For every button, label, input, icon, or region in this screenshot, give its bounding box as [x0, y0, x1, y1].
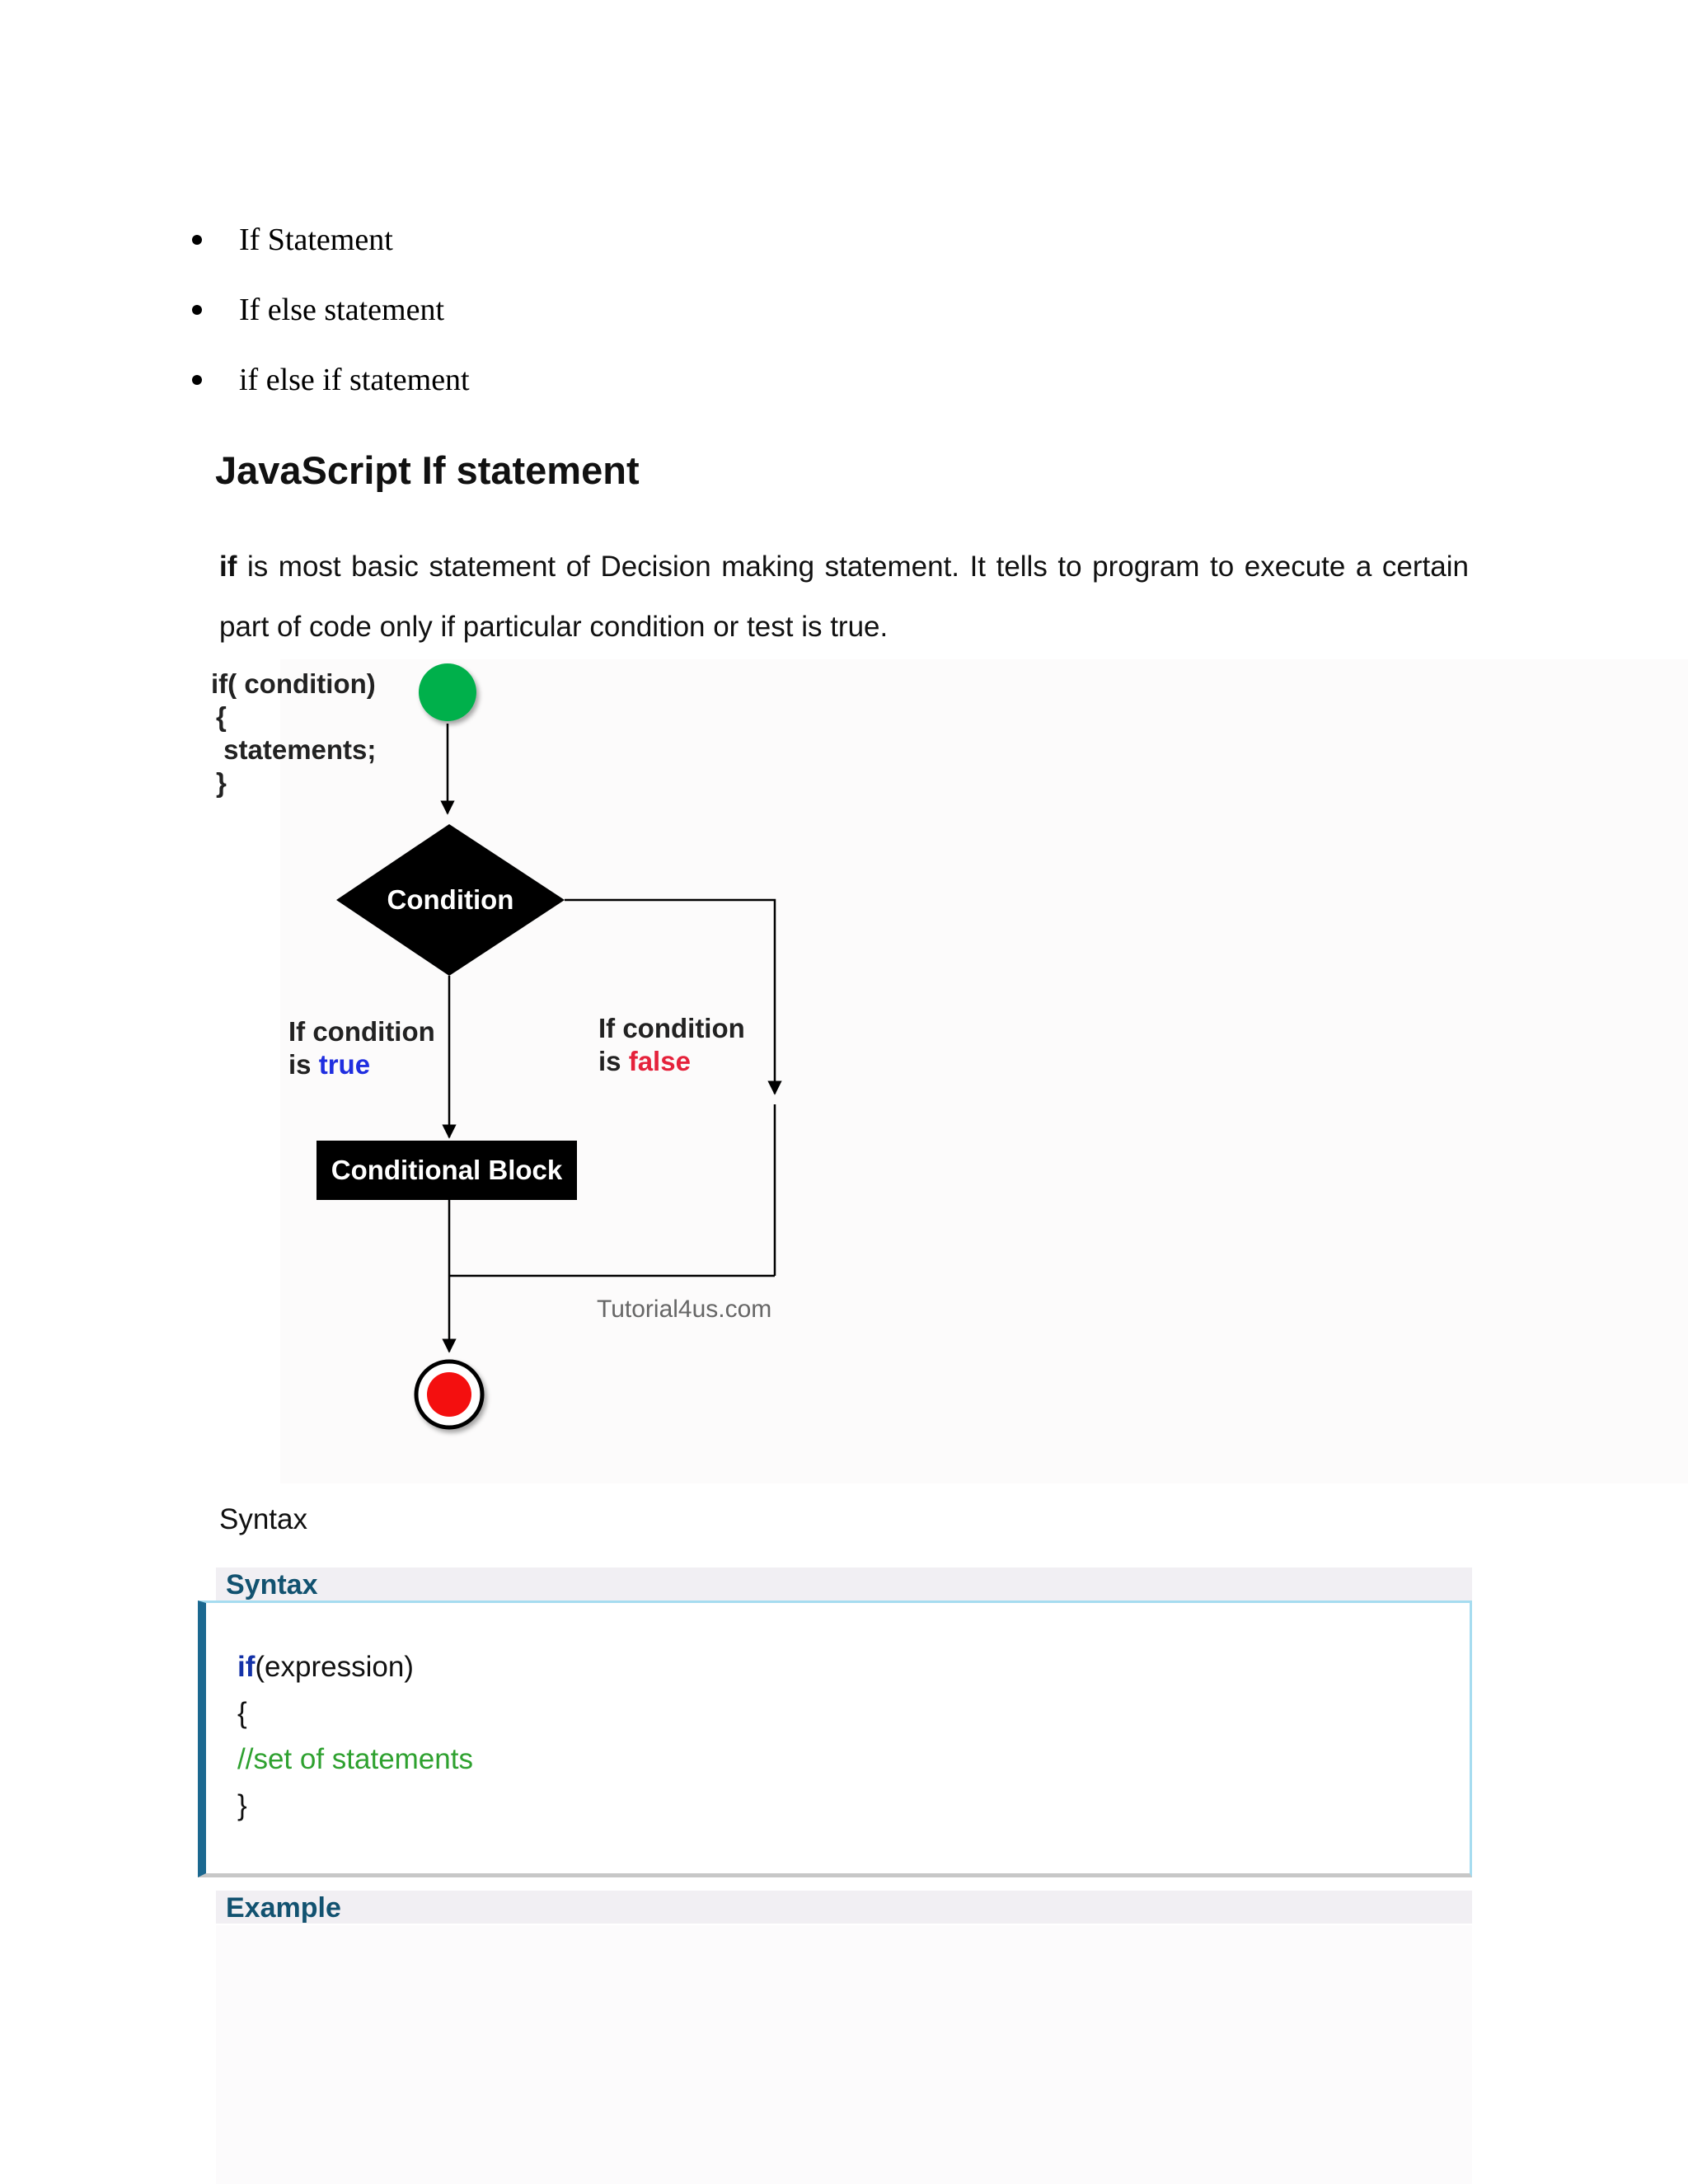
watermark: Tutorial4us.com — [597, 1296, 772, 1323]
false-is: is — [598, 1046, 629, 1076]
bullet-icon — [192, 375, 202, 385]
code-line: } — [237, 1789, 247, 1821]
true-branch-line1: If condition — [288, 1016, 435, 1047]
example-section — [216, 1925, 1472, 2184]
list-item-text: If Statement — [239, 223, 393, 257]
list-item-text: if else if statement — [239, 363, 470, 397]
true-branch-label — [288, 1015, 435, 1081]
list-item — [0, 218, 742, 268]
example-tab-title: Example — [226, 1892, 341, 1924]
intro-paragraph-line-2: part of code only if particular condition or test is true. — [219, 611, 889, 643]
true-value: true — [318, 1049, 371, 1080]
section-heading: JavaScript If statement — [215, 448, 640, 492]
list-item — [0, 288, 742, 338]
true-is: is — [288, 1049, 319, 1080]
syntax-caption: Syntax — [219, 1503, 307, 1535]
list-item-text: If else statement — [239, 293, 445, 327]
code-line — [237, 1649, 414, 1685]
false-value: false — [628, 1046, 691, 1076]
bullet-icon — [192, 305, 202, 315]
code-keyword: if — [237, 1651, 256, 1683]
false-branch-line2 — [598, 1045, 745, 1078]
conditional-block-label: Conditional Block — [331, 1155, 563, 1185]
condition-label: Condition — [387, 884, 514, 915]
code-note-line: { — [216, 701, 227, 732]
intro-paragraph-line-1 — [219, 547, 1469, 587]
code-line: { — [237, 1697, 247, 1729]
end-node — [427, 1372, 471, 1417]
code-note-line: if( condition) — [211, 668, 376, 699]
false-branch-line1: If condition — [598, 1013, 745, 1043]
start-node — [419, 663, 476, 721]
example-tab-bar — [216, 1891, 1472, 1924]
intro-text: is most basic statement of Decision making statement. It tells to program to execute a certain — [237, 551, 1469, 583]
code-note-line: statements; — [216, 734, 377, 765]
syntax-tab-title: Syntax — [226, 1569, 318, 1601]
syntax-tab-bar — [216, 1568, 1472, 1601]
code-comment: //set of statements — [237, 1743, 473, 1775]
if-keyword: if — [219, 551, 237, 583]
list-item — [0, 359, 742, 408]
false-branch-label — [598, 1012, 745, 1078]
code-note-line: } — [216, 767, 227, 798]
code-expression: (expression) — [255, 1651, 414, 1683]
true-branch-line2 — [288, 1048, 435, 1081]
if-flowchart — [198, 659, 824, 1451]
code-block — [198, 1601, 1472, 1877]
bullet-icon — [192, 235, 202, 245]
